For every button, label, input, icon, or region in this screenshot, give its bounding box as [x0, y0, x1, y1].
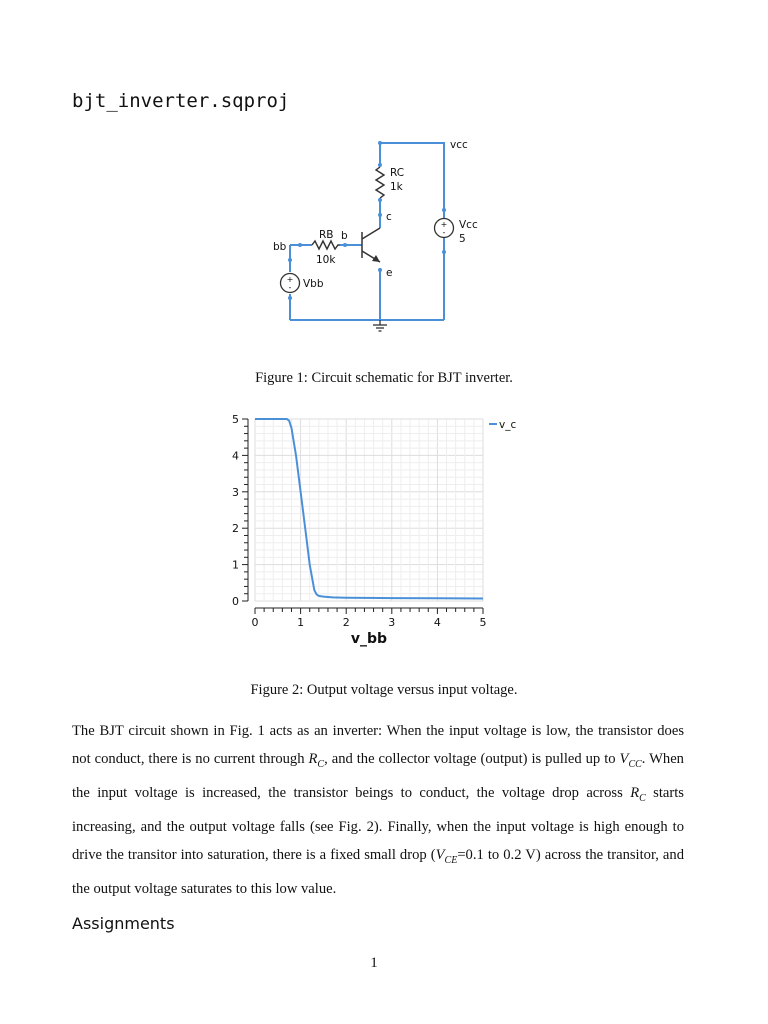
x-axis-label: v_bb — [350, 631, 388, 647]
schematic-wires — [290, 143, 444, 320]
y-tick-label: 1 — [232, 558, 239, 572]
vbb-plus-sign: + — [286, 275, 294, 284]
ground-symbol — [373, 320, 387, 331]
x-tick-label: 0 — [251, 616, 259, 629]
resistor-rc — [376, 167, 384, 198]
label-vbb-source-name: Vbb — [303, 278, 324, 290]
label-b-node: b — [341, 230, 348, 242]
label-rb-value: 10k — [316, 254, 336, 266]
para-text-3: . When the input voltage is increased, the transistor beings to conduct, the voltage drop across — [72, 751, 684, 801]
label-bb-node: bb — [273, 241, 287, 253]
document-title: bjt_inverter.sqproj — [72, 90, 290, 112]
body-paragraph — [72, 717, 684, 903]
label-e-node: e — [386, 267, 393, 279]
symbol-vce: $V_{CE}$ — [435, 846, 458, 866]
resistor-rb — [312, 241, 340, 249]
bjt-transistor — [362, 228, 380, 262]
label-rc-value: 1k — [390, 181, 403, 193]
symbol-rc-2: $R_C$ — [630, 784, 646, 804]
wire-nodes — [288, 141, 446, 300]
chart-legend — [489, 419, 516, 431]
vcc-plus-sign: + — [440, 220, 448, 229]
label-vcc-source-value: 5 — [459, 233, 466, 245]
label-c-node: c — [386, 211, 392, 223]
figure1-caption: Figure 1: Circuit schematic for BJT inverter. — [255, 370, 513, 386]
label-rb-name: RB — [319, 229, 334, 241]
vcc-source — [435, 219, 454, 238]
y-tick-label: 3 — [232, 485, 239, 499]
x-tick-label: 1 — [297, 616, 305, 629]
section-heading: Assignments — [72, 914, 175, 933]
transfer-chart — [220, 405, 530, 655]
vcc-minus-sign: - — [442, 228, 446, 237]
legend-label: v_c — [499, 419, 517, 431]
x-tick-label: 5 — [479, 616, 487, 629]
vbb-source — [281, 274, 300, 293]
x-tick-label: 2 — [342, 616, 350, 629]
y-tick-label: 2 — [232, 522, 239, 536]
label-vcc-node: vcc — [450, 139, 468, 151]
y-tick-label: 5 — [232, 413, 239, 426]
x-tick-label: 3 — [388, 616, 396, 629]
vbb-minus-sign: - — [288, 283, 292, 292]
symbol-rc: $R_C$ — [308, 751, 325, 770]
label-rc-name: RC — [390, 167, 405, 179]
chart-grid — [255, 419, 483, 601]
label-vcc-source-name: Vcc — [459, 219, 478, 231]
x-tick-label: 4 — [433, 616, 441, 629]
para-text-2: , and the collector voltage (output) is pulled up to — [324, 751, 620, 767]
para-text-1: The BJT circuit shown in Fig. 1 acts as an inverter: When the input voltage is low, the transistor does not conduct, there is no current through — [72, 723, 684, 767]
y-tick-label: 4 — [232, 449, 239, 463]
figure2-caption: Figure 2: Output voltage versus input voltage. — [250, 682, 518, 698]
plot-area — [255, 419, 483, 601]
symbol-vcc: $V_{CC}$ — [619, 751, 642, 770]
para-text-4: starts increasing, and the output voltage falls (see Fig. 2). Finally, when the input voltage is high enough to drive the transitor into saturation, there is a fixed small drop ( — [72, 784, 684, 863]
page-number: 1 — [370, 955, 378, 971]
y-tick-label: 0 — [232, 595, 239, 608]
para-text-5: =0.1 to 0.2 V) across the transitor, and the output voltage saturates to this low value. — [72, 846, 685, 897]
circuit-schematic — [250, 130, 510, 340]
